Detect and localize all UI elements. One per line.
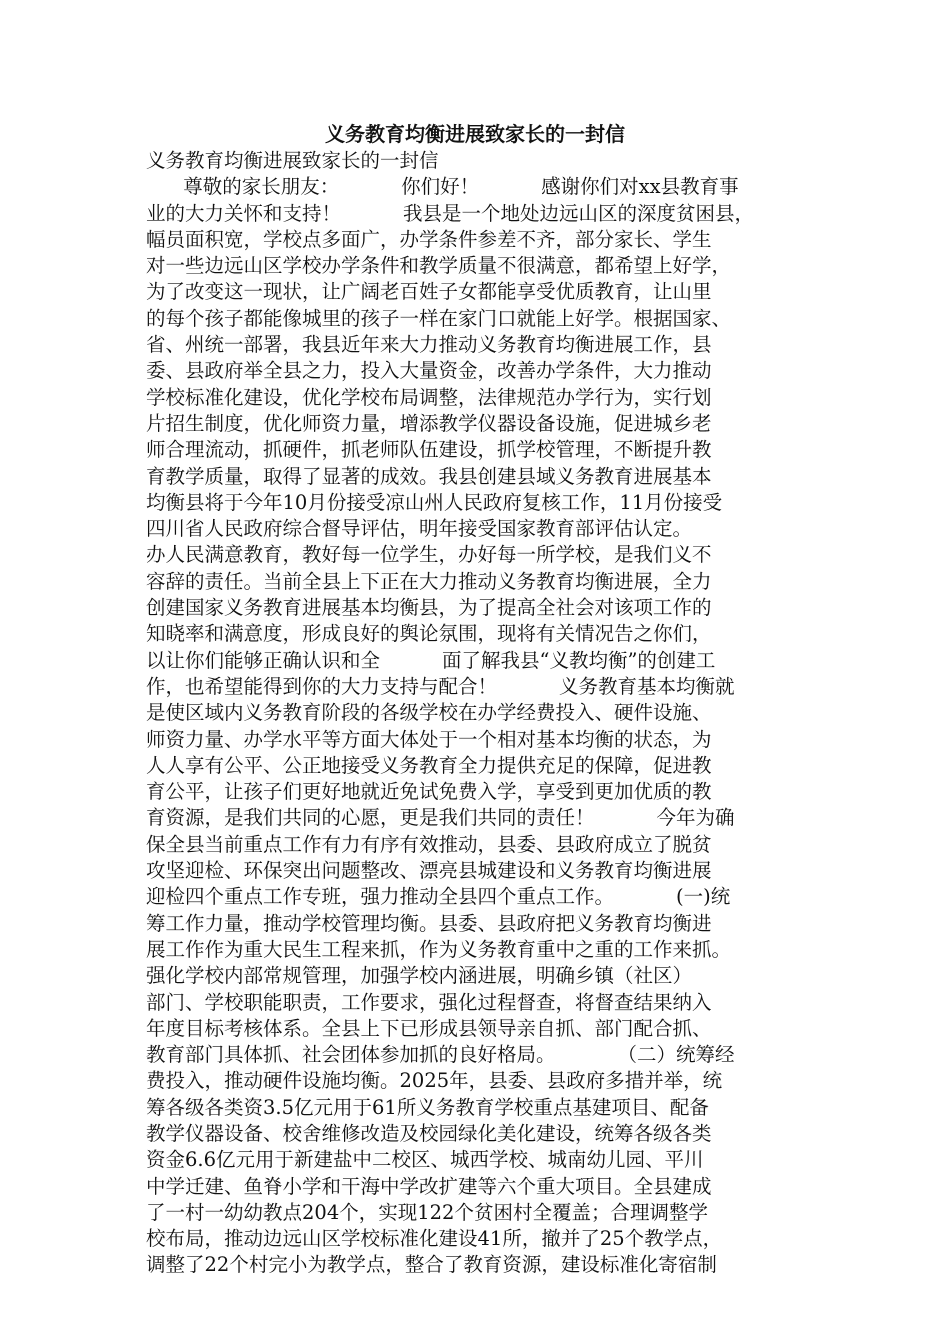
- document-subtitle: 义务教育均衡进展致家长的一封信: [146, 149, 439, 172]
- body-line: 中学迁建、鱼脊小学和干海中学改扩建等六个重大项目。全县建成: [146, 1174, 712, 1198]
- body-line: 业的大力关怀和支持！ 我县是一个地处边远山区的深度贫困县，: [146, 201, 754, 225]
- body-line: 迎检四个重点工作专班，强力推动全县四个重点工作。 (一)统: [146, 885, 731, 909]
- body-line: 均衡县将于今年10月份接受凉山州人民政府复核工作，11月份接受: [146, 490, 723, 514]
- body-line: 育资源，是我们共同的心愿，更是我们共同的责任！ 今年为确: [146, 806, 735, 830]
- body-line: 尊敬的家长朋友： 你们好！ 感谢你们对xx县教育事: [146, 175, 739, 199]
- body-line: 资金6.6亿元用于新建盐中二校区、城西学校、城南幼儿园、平川: [146, 1148, 704, 1172]
- body-line: 了一村一幼幼教点204个，实现122个贫困村全覆盖；合理调整学: [146, 1200, 708, 1224]
- document-title: 义务教育均衡进展致家长的一封信: [325, 122, 625, 146]
- body-line: 筹工作力量，推动学校管理均衡。县委、县政府把义务教育均衡进: [146, 911, 712, 935]
- body-line: 攻坚迎检、环保突出问题整改、漂亮县城建设和义务教育均衡进展: [146, 859, 712, 883]
- body-line: 调整了22个村完小为教学点，整合了教育资源，建设标准化寄宿制: [146, 1253, 717, 1277]
- body-line: 校布局，推动边远山区学校标准化建设41所，撤并了25个教学点，: [146, 1227, 723, 1251]
- body-line: 作，也希望能得到你的大力支持与配合！ 义务教育基本均衡就: [146, 674, 735, 698]
- body-line: 是使区域内义务教育阶段的各级学校在办学经费投入、硬件设施、: [146, 701, 712, 725]
- body-line: 为了改变这一现状，让广阔老百姓子女都能享受优质教育，让山里: [146, 280, 712, 304]
- body-line: 容辞的责任。当前全县上下正在大力推动义务教育均衡进展，全力: [146, 569, 712, 593]
- body-line: 强化学校内部常规管理，加强学校内涵进展，明确乡镇（社区）: [146, 964, 693, 988]
- document-body: [146, 148, 816, 1279]
- body-line: 幅员面积宽，学校点多面广，办学条件参差不齐，部分家长、学生: [146, 227, 712, 251]
- body-line: 的每个孩子都能像城里的孩子一样在家门口就能上好学。根据国家、: [146, 306, 732, 330]
- body-line: 办人民满意教育，教好每一位学生，办好每一所学校，是我们义不: [146, 543, 712, 567]
- body-line: 育教学质量，取得了显著的成效。我县创建县域义务教育进展基本: [146, 464, 712, 488]
- body-line: 展工作作为重大民生工程来抓，作为义务教育重中之重的工作来抓。: [146, 937, 732, 961]
- body-line: 费投入，推动硬件设施均衡。2025年，县委、县政府多措并举，统: [146, 1069, 723, 1093]
- body-line: 年度目标考核体系。全县上下已形成县领导亲自抓、部门配合抓、: [146, 1016, 712, 1040]
- body-line: 片招生制度，优化师资力量，增添教学仪器设备设施，促进城乡老: [146, 411, 712, 435]
- body-line: 四川省人民政府综合督导评估，明年接受国家教育部评估认定。: [146, 517, 693, 541]
- body-line: 教学仪器设备、校舍维修改造及校园绿化美化建设，统筹各级各类: [146, 1121, 712, 1145]
- body-line: 部门、学校职能职责，工作要求，强化过程督查，将督查结果纳入: [146, 990, 712, 1014]
- body-line: 学校标准化建设，优化学校布局调整，法律规范办学行为，实行划: [146, 385, 712, 409]
- body-line: 教育部门具体抓、社会团体参加抓的良好格局。 （二）统筹经: [146, 1043, 735, 1067]
- body-line: 委、县政府举全县之力，投入大量资金，改善办学条件，大力推动: [146, 359, 712, 383]
- body-line: 知晓率和满意度，形成良好的舆论氛围，现将有关情况告之你们，: [146, 622, 712, 646]
- body-line: 省、州统一部署，我县近年来大力推动义务教育均衡进展工作，县: [146, 333, 712, 357]
- body-line: 人人享有公平、公正地接受义务教育全力提供充足的保障，促进教: [146, 753, 712, 777]
- body-line: 师资力量、办学水平等方面大体处于一个相对基本均衡的状态，为: [146, 727, 712, 751]
- body-line: 育公平，让孩子们更好地就近免试免费入学，享受到更加优质的教: [146, 780, 712, 804]
- body-line: 创建国家义务教育进展基本均衡县，为了提高全社会对该项工作的: [146, 596, 712, 620]
- body-line: 对一些边远山区学校办学条件和教学质量不很满意，都希望上好学，: [146, 254, 732, 278]
- body-line: 以让你们能够正确认识和全 面了解我县“义教均衡”的创建工: [146, 648, 716, 672]
- body-line: 筹各级各类资3.5亿元用于61所义务教育学校重点基建项目、配备: [146, 1095, 709, 1119]
- body-line: 师合理流动，抓硬件，抓老师队伍建设，抓学校管理，不断提升教: [146, 438, 712, 462]
- body-line: 保全县当前重点工作有力有序有效推动，县委、县政府成立了脱贫: [146, 832, 712, 856]
